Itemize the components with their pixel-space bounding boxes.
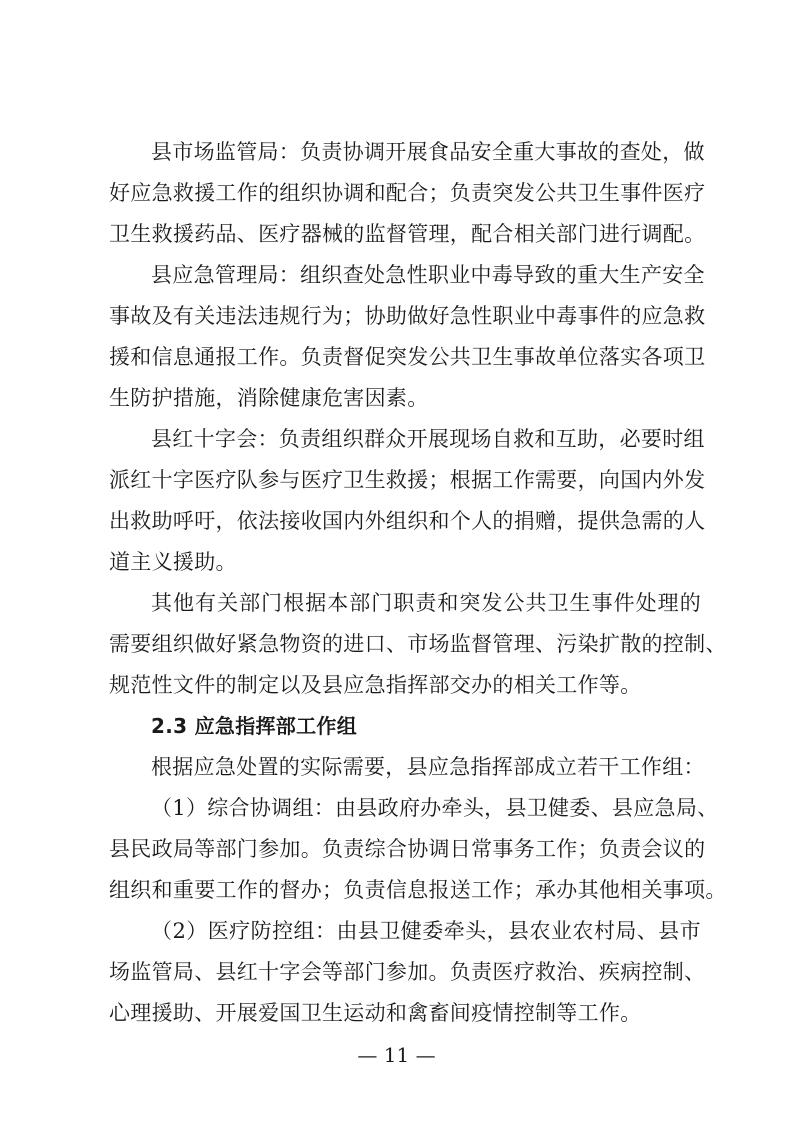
- paragraph-line: 场监管局、县红十字会等部门参加。负责医疗救治、疾病控制、: [109, 960, 706, 984]
- paragraph-line: 需要组织做好紧急物资的进口、市场监督管理、污染扩散的控制、: [109, 632, 727, 656]
- paragraph-line: 出救助呼吁，依法接收国内外组织和个人的捐赠，提供急需的人: [109, 509, 706, 533]
- page-number: — 11 —: [357, 1043, 436, 1067]
- paragraph-line: 县市场监管局：负责协调开展食品安全重大事故的查处，做: [151, 140, 705, 164]
- paragraph-line: 生防护措施，消除健康危害因素。: [109, 386, 429, 410]
- paragraph-line: 卫生救援药品、医疗器械的监督管理，配合相关部门进行调配。: [109, 222, 706, 246]
- paragraph-line: （2）医疗防控组：由县卫健委牵头，县农业农村局、县市: [151, 919, 701, 943]
- paragraph-line: 其他有关部门根据本部门职责和突发公共卫生事件处理的: [151, 591, 701, 615]
- paragraph-line: 心理援助、开展爱国卫生运动和禽畜间疫情控制等工作。: [109, 1001, 642, 1025]
- paragraph-line: 组织和重要工作的督办；负责信息报送工作；承办其他相关事项。: [109, 878, 727, 902]
- section-heading: 2.3 应急指挥部工作组: [151, 714, 357, 738]
- paragraph-line: 援和信息通报工作。负责督促突发公共卫生事故单位落实各项卫: [109, 345, 706, 369]
- paragraph-line: 县民政局等部门参加。负责综合协调日常事务工作；负责会议的: [109, 837, 706, 861]
- paragraph-line: 县红十字会：负责组织群众开展现场自救和互助，必要时组: [151, 427, 705, 451]
- paragraph-line: 规范性文件的制定以及县应急指挥部交办的相关工作等。: [109, 673, 642, 697]
- paragraph-line: 派红十字医疗队参与医疗卫生救援；根据工作需要，向国内外发: [109, 468, 706, 492]
- paragraph-line: 事故及有关违法违规行为；协助做好急性职业中毒事件的应急救: [109, 304, 706, 328]
- paragraph-line: 县应急管理局：组织查处急性职业中毒导致的重大生产安全: [151, 263, 705, 287]
- paragraph-line: 根据应急处置的实际需要，县应急指挥部成立若干工作组：: [151, 755, 705, 779]
- paragraph-line: 好应急救援工作的组织协调和配合；负责突发公共卫生事件医疗: [109, 181, 706, 205]
- paragraph-line: 道主义援助。: [109, 550, 237, 574]
- paragraph-line: （1）综合协调组：由县政府办牵头，县卫健委、县应急局、: [151, 796, 719, 820]
